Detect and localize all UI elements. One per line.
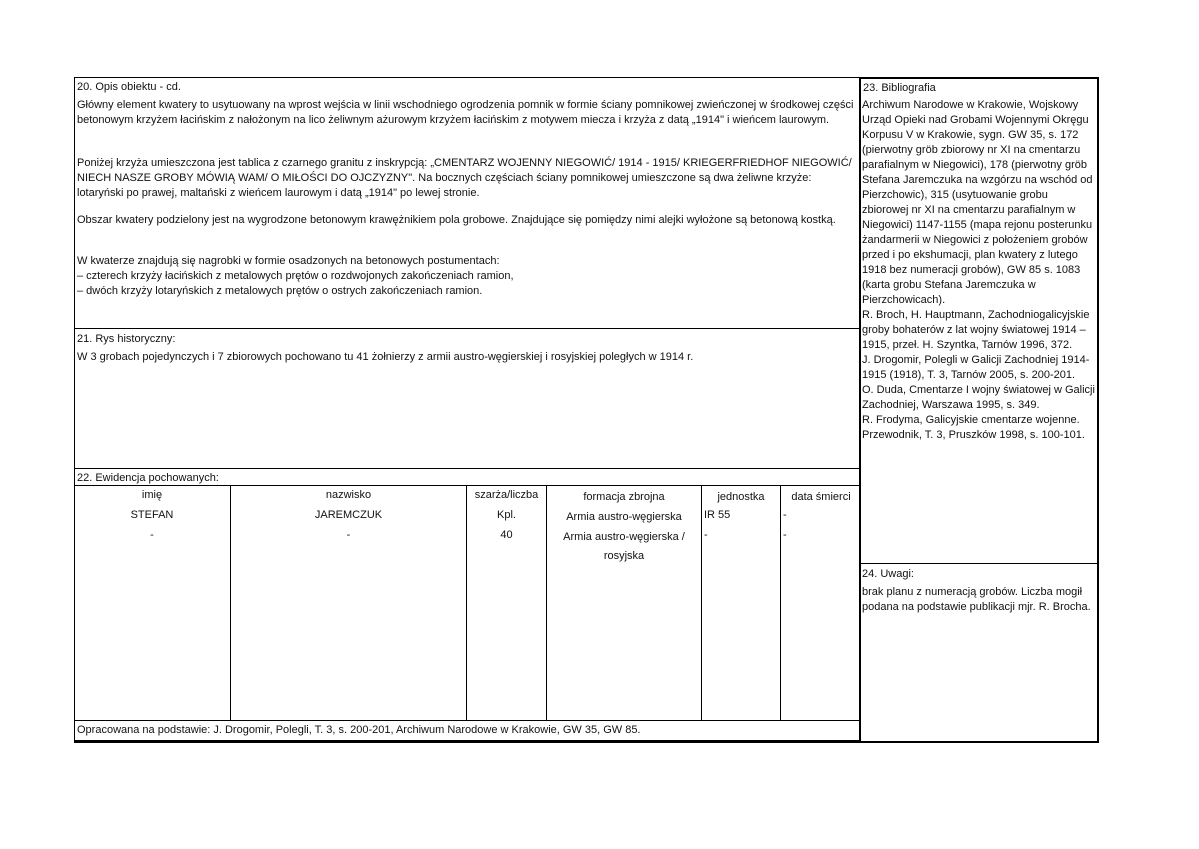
col-sep-5 bbox=[780, 485, 781, 720]
table-cell: - bbox=[783, 529, 787, 541]
sources-footer: Opracowana na podstawie: J. Drogomir, Polegli, T. 3, s. 200-201, Archiwum Narodowe w Krakowie, GW 35, GW 85. bbox=[77, 724, 641, 736]
section-20-paragraph-3: Obszar kwatery podzielony jest na wygrodzone betonowym krawężnikiem pola grobowe. Znajdujące się pomiędzy nimi alejki wyłożone są betonową kostką. bbox=[77, 214, 836, 226]
table-cell: IR 55 bbox=[704, 509, 731, 521]
table-cell: - bbox=[783, 509, 787, 521]
section-21-title: 21. Rys historyczny: bbox=[77, 333, 176, 345]
col-header-jednostka: jednostka bbox=[717, 491, 765, 503]
divider-20-21 bbox=[74, 328, 861, 329]
col-header-szarza: szarża/liczba bbox=[474, 489, 539, 501]
section-20-paragraph-1: Główny element kwatery to usytuowany na wprost wejścia w linii wschodniego ogrodzenia pomnik w formie ściany pomnikowej zwieńczonej w środkowej części betonowym krzyżem łacińskim z nałożonym na lico żeliwnym ażurowym krzyżem łacińskim z motywem miecza i krzyża z datą „1914" i wieńcem laurowym. bbox=[77, 99, 857, 126]
col-header-formacja: formacja zbrojna bbox=[583, 491, 665, 503]
divider-21-22 bbox=[74, 468, 861, 469]
remarks-text: brak planu z numeracją grobów. Liczba mogił podana na podstawie publikacji mjr. R. Brocha. bbox=[862, 586, 1091, 613]
section-20-title: 20. Opis obiektu - cd. bbox=[77, 81, 181, 93]
divider-table-footer bbox=[74, 720, 861, 721]
section-20-paragraph-6: – dwóch krzyży lotaryńskich z metalowych prętów o ostrych zakończeniach ramion. bbox=[77, 285, 483, 297]
col-header-imie: imię bbox=[141, 489, 163, 501]
table-cell: - bbox=[346, 529, 351, 541]
table-cell: 40 bbox=[500, 529, 513, 541]
section-21-text: W 3 grobach pojedynczych i 7 zbiorowych pochowano tu 41 żołnierzy z armii austro-węgierskiej i rosyjskiej poległych w 1914 r. bbox=[77, 351, 694, 363]
col-header-nazwisko: nazwisko bbox=[325, 489, 372, 501]
section-24-title: 24. Uwagi: bbox=[862, 568, 914, 580]
col-sep-4 bbox=[701, 485, 702, 720]
col-header-data-smierci: data śmierci bbox=[791, 491, 851, 503]
table-cell: - bbox=[150, 529, 154, 541]
table-cell: Armia austro-węgierska / rosyjska bbox=[563, 531, 685, 562]
section-20-paragraph-4: W kwaterze znajdują się nagrobki w formie osadzonych na betonowych postumentach: bbox=[77, 255, 500, 267]
divider-bottom-thick bbox=[74, 740, 861, 742]
section-20-paragraph-5: – czterech krzyży łacińskich z metalowych prętów o rozdwojonych zakończeniach ramion, bbox=[77, 270, 514, 282]
table-cell: Armia austro-węgierska bbox=[566, 511, 682, 523]
table-cell: - bbox=[704, 529, 708, 541]
bibliography-text: Archiwum Narodowe w Krakowie, Wojskowy Urząd Opieki nad Grobami Wojennymi Okręgu Korpusu V w Krakowie, sygn. GW 35, s. 172 (pierwotny gröb zbiorowy nr XI na cmentarzu parafialnym w Niegowici), 178 (pierwotny gröb Stefana Jaremczuka na wzgórzu na wschód od Pierzchowic), 315 (usytuowanie grobu zbiorowej nr XI na cmentarzu parafialnym w Niegowici) 1147-1155 (mapa rejonu posterunku żandarmerii w Niegowici z położeniem grobów przed i po ekshumacji, plan kwatery z lutego 1918 bez numeracji grobów), GW 85 s. 1083 (karta grobu Stefana Jaremczuka w Pierzchowicach). R. Broch, H. Hauptmann, Zachodniogalicyjskie groby bohaterów z lat wojny światowej 1914 – 1915, przeł. H. Szyntka, Tarnów 1996, 372. J. Drogomir, Polegli w Galicji Zachodniej 1914-1915 (1918), T. 3, Tarnów 2005, s. 200-201. O. Duda, Cmentarze I wojny światowej w Galicji Zachodniej, Warszawa 1995, s. 349. R. Frodyma, Galicyjskie cmentarze wojenne. Przewodnik, T. 3, Pruszków 1998, s. 100-101. bbox=[862, 99, 1095, 441]
section-22-title: 22. Ewidencja pochowanych: bbox=[77, 472, 219, 484]
section-23-title: 23. Bibliografia bbox=[863, 82, 936, 94]
divider-23-24 bbox=[859, 563, 1099, 564]
section-20-paragraph-2: Poniżej krzyża umieszczona jest tablica z czarnego granitu z inskrypcją: „CMENTARZ WOJENNY NIEGOWIĆ/ 1914 - 1915/ KRIEGERFRIEDHOF NIEGOWIĆ/ NIECH NASZE GROBY MÓWIĄ WAM/ O MIŁOŚCI DO OJCZYZNY". Na bocznych częściach ściany pomnikowej umieszczone są dwa żeliwne krzyże: lotaryński po prawej, maltański z wieńcem laurowym i datą „1914" po lewej stronie. bbox=[77, 157, 855, 199]
table-cell: STEFAN bbox=[130, 509, 174, 521]
table-cell: JAREMCZUK bbox=[314, 509, 383, 521]
table-cell: Kpl. bbox=[497, 509, 516, 521]
